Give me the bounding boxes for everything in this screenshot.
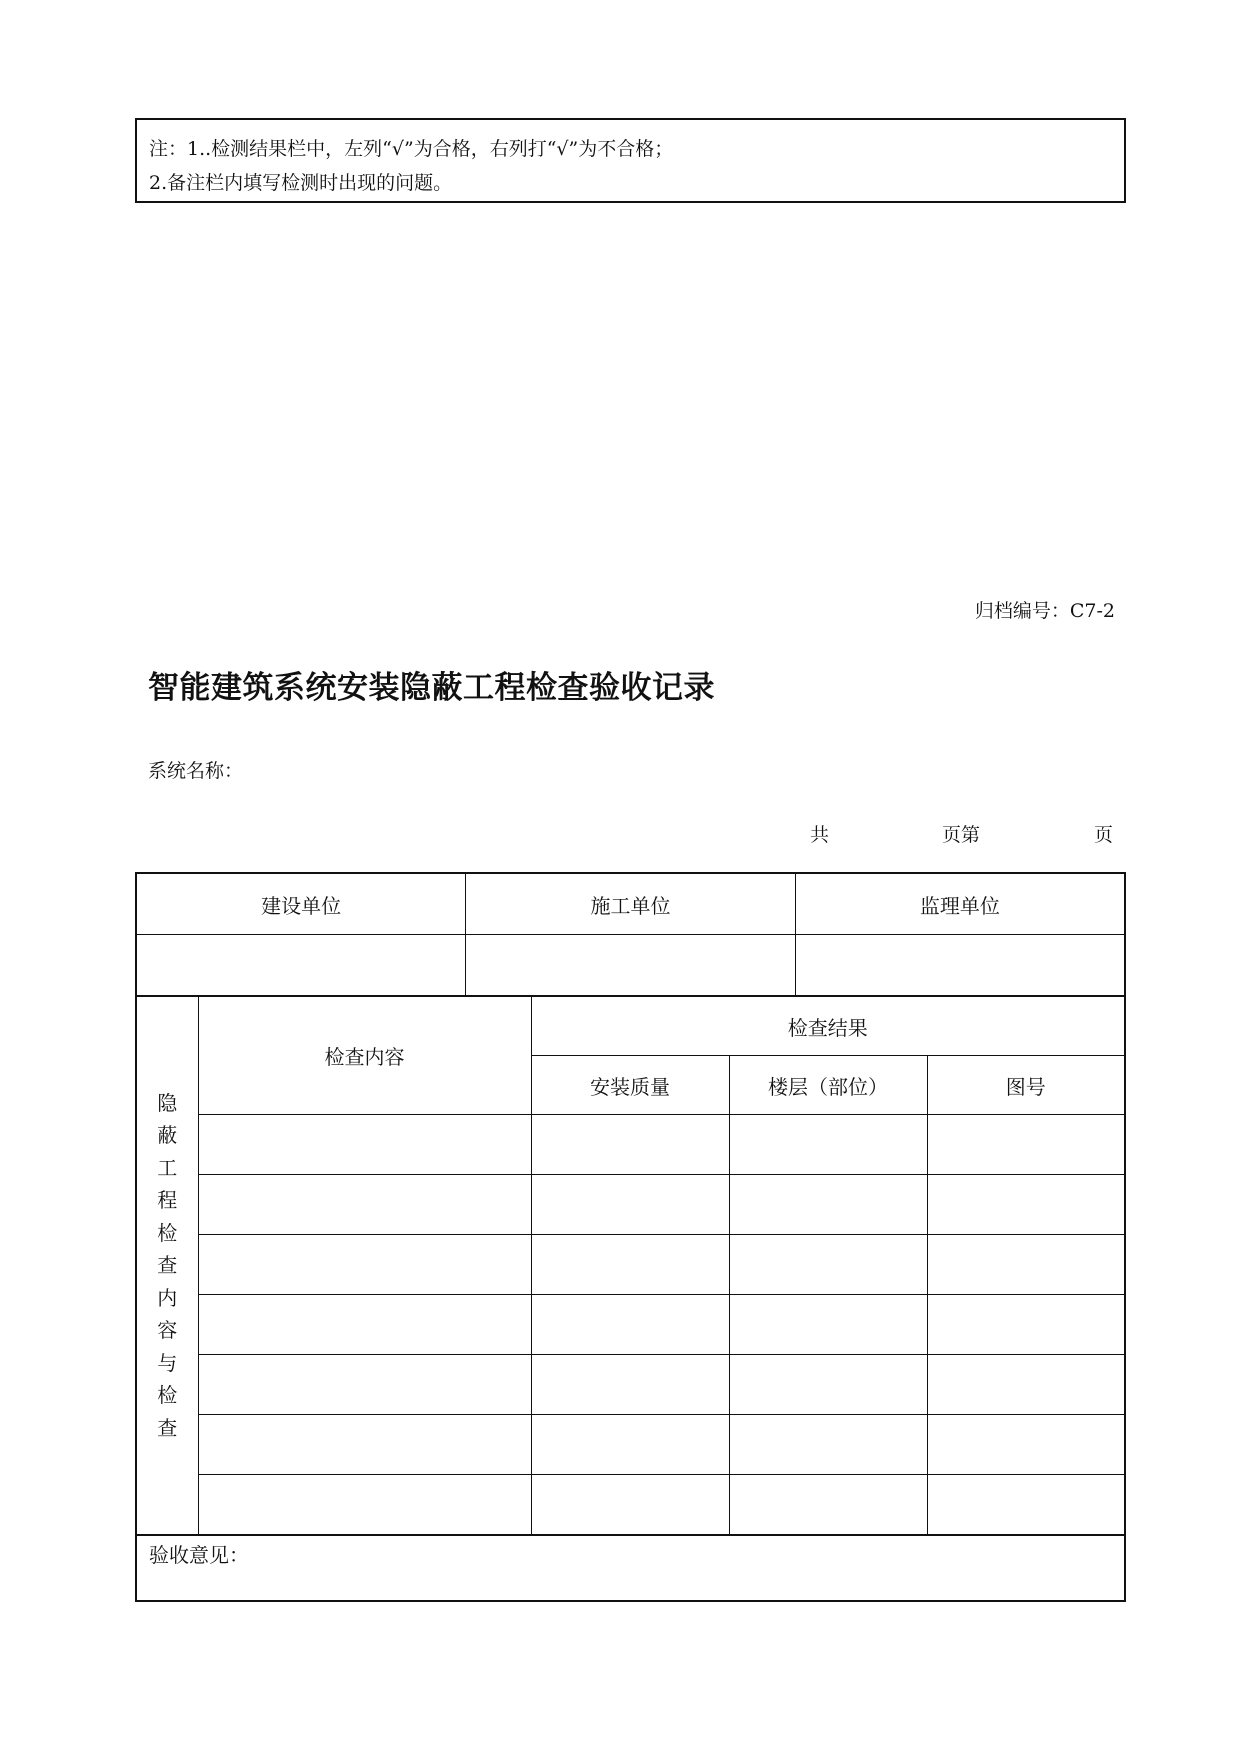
contractor-unit-header: 施工单位: [466, 873, 796, 935]
table-row: [136, 1415, 1125, 1475]
drawing-no-cell[interactable]: [927, 1415, 1125, 1475]
floor-cell[interactable]: [729, 1115, 927, 1175]
table-row: [136, 1175, 1125, 1235]
floor-cell[interactable]: [729, 1175, 927, 1235]
acceptance-opinion-field[interactable]: [135, 1531, 1126, 1602]
quality-cell[interactable]: [531, 1475, 729, 1536]
content-cell[interactable]: [198, 1175, 531, 1235]
drawing-no-cell[interactable]: [927, 1475, 1125, 1536]
page-title: 智能建筑系统安装隐蔽工程检查验收记录: [148, 670, 715, 706]
quality-cell[interactable]: [531, 1175, 729, 1235]
side-label: 隐蔽工程检查内容与检查: [157, 1090, 178, 1440]
quality-cell[interactable]: [531, 1115, 729, 1175]
content-cell[interactable]: [198, 1235, 531, 1295]
table-row: [136, 1295, 1125, 1355]
quality-cell[interactable]: [531, 1235, 729, 1295]
content-cell[interactable]: [198, 1115, 531, 1175]
page-end-label: 页: [1094, 824, 1114, 846]
supervision-unit-field[interactable]: [795, 935, 1125, 997]
result-header: 检查结果: [531, 996, 1125, 1056]
supervision-unit-header: 监理单位: [795, 873, 1125, 935]
drawing-no-cell[interactable]: [927, 1115, 1125, 1175]
page-total-label: 共: [810, 824, 830, 846]
construction-unit-header: 建设单位: [136, 873, 466, 935]
inspection-table: [135, 995, 1126, 1536]
system-name-label: 系统名称：: [148, 760, 244, 782]
drawing-no-cell[interactable]: [927, 1295, 1125, 1355]
floor-cell[interactable]: [729, 1295, 927, 1355]
content-cell[interactable]: [198, 1355, 531, 1415]
construction-unit-field[interactable]: [136, 935, 466, 997]
units-table: [135, 872, 1126, 997]
floor-cell[interactable]: [729, 1235, 927, 1295]
side-label-cell: [136, 996, 198, 1535]
quality-header: 安装质量: [531, 1056, 729, 1115]
note-line-2: 2.备注栏内填写检测时出现的问题。: [149, 172, 453, 194]
content-header: 检查内容: [198, 996, 531, 1115]
drawing-no-cell[interactable]: [927, 1175, 1125, 1235]
table-row: [136, 1115, 1125, 1175]
acceptance-opinion-label: 验收意见：: [149, 1543, 249, 1567]
content-cell[interactable]: [198, 1475, 531, 1536]
note-box: [135, 118, 1126, 203]
page-middle-label: 页第: [942, 824, 981, 846]
floor-cell[interactable]: [729, 1415, 927, 1475]
floor-header: 楼层（部位）: [729, 1056, 927, 1115]
drawing-no-header: 图号: [927, 1056, 1125, 1115]
quality-cell[interactable]: [531, 1355, 729, 1415]
floor-cell[interactable]: [729, 1355, 927, 1415]
drawing-no-cell[interactable]: [927, 1235, 1125, 1295]
contractor-unit-field[interactable]: [466, 935, 796, 997]
quality-cell[interactable]: [531, 1415, 729, 1475]
content-cell[interactable]: [198, 1295, 531, 1355]
content-cell[interactable]: [198, 1415, 531, 1475]
floor-cell[interactable]: [729, 1475, 927, 1536]
drawing-no-cell[interactable]: [927, 1355, 1125, 1415]
archive-number: 归档编号：C7-2: [974, 600, 1115, 622]
table-row: [136, 1355, 1125, 1415]
note-line-1: 注：1..检测结果栏中，左列“√”为合格，右列打“√”为不合格；: [149, 138, 674, 160]
table-row: [136, 1475, 1125, 1536]
table-row: [136, 1235, 1125, 1295]
quality-cell[interactable]: [531, 1295, 729, 1355]
